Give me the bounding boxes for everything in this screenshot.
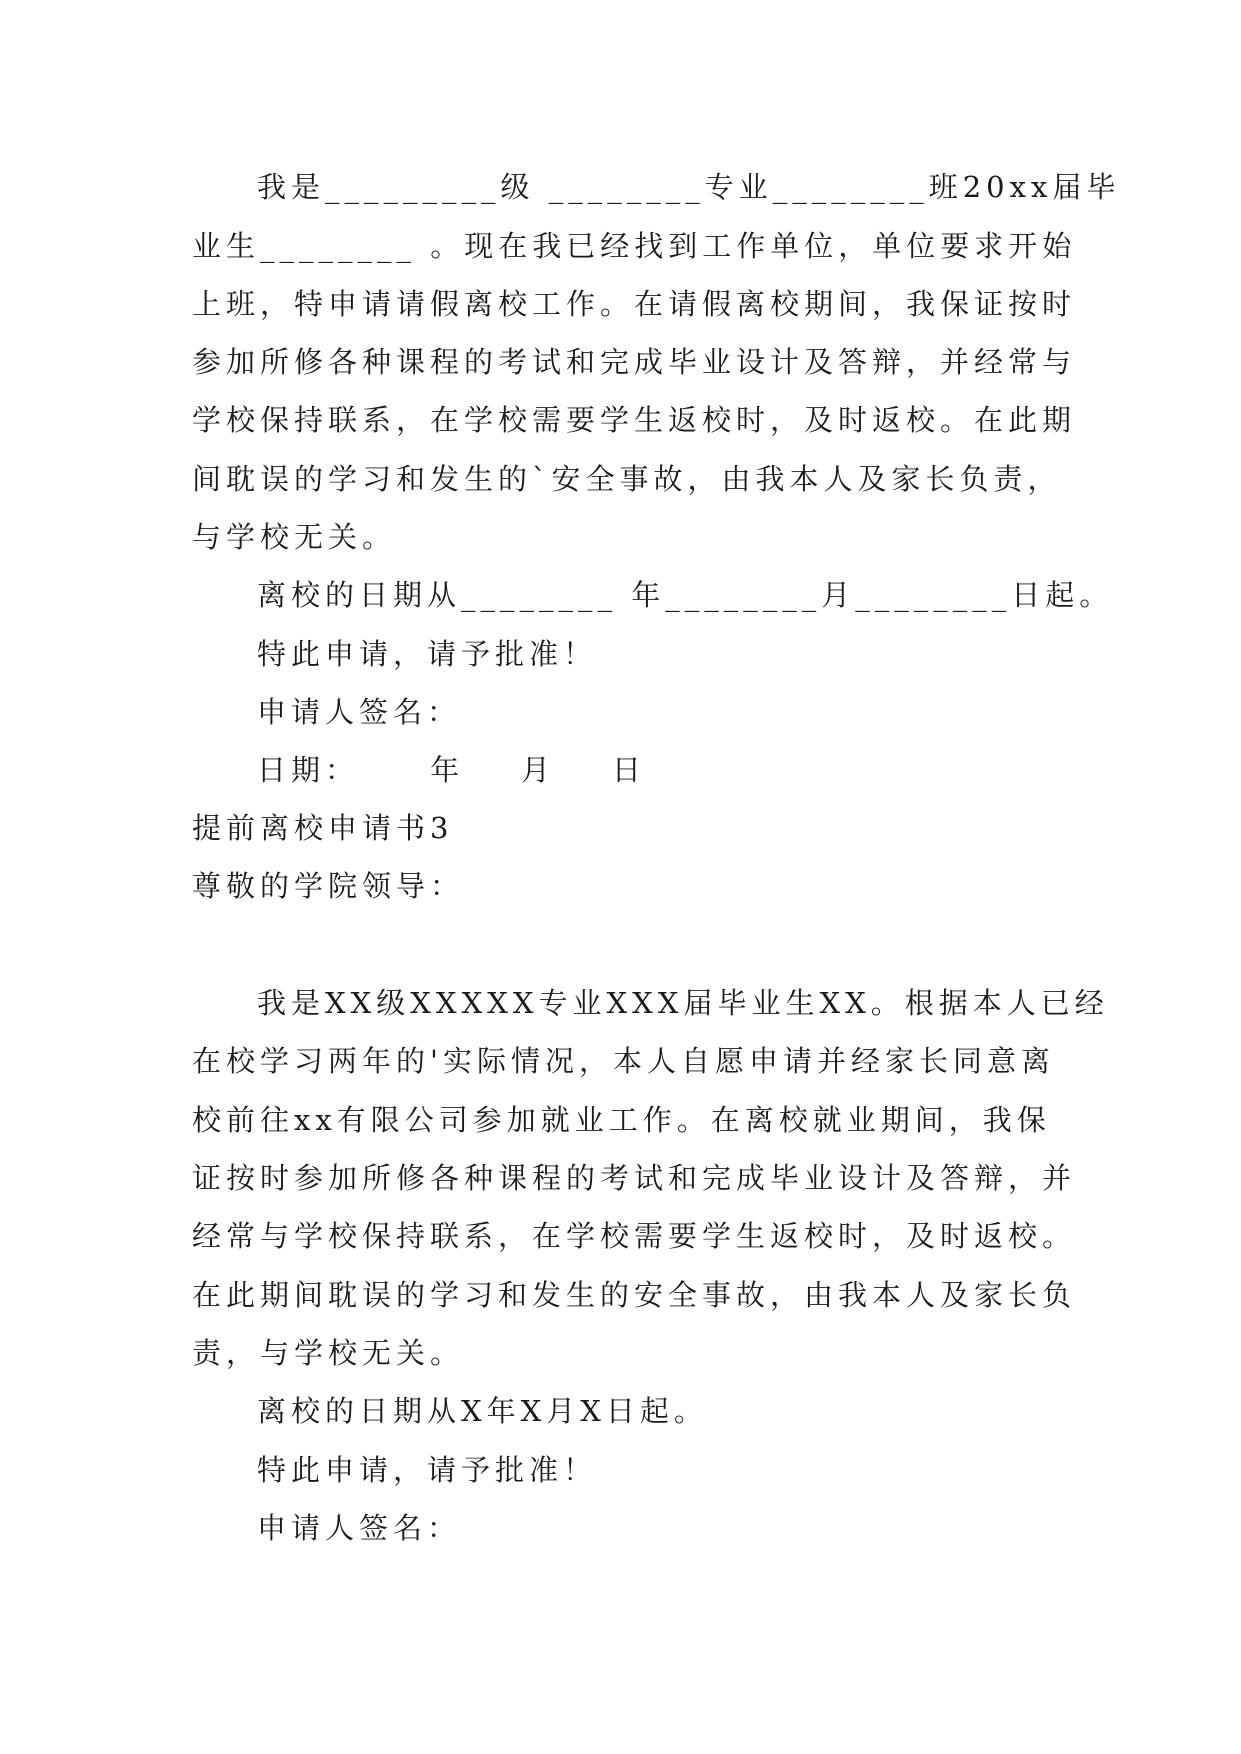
- paragraph-line: 在校学习两年的'实际情况，本人自愿申请并经家长同意离: [192, 1044, 1055, 1078]
- paragraph-line: 校前往xx有限公司参加就业工作。在离校就业期间，我保: [192, 1103, 1051, 1137]
- paragraph-line: 上班，特申请请假离校工作。在请假离校期间，我保证按时: [192, 287, 1077, 321]
- signature-line: 申请人签名：: [257, 695, 462, 729]
- paragraph-line: 责，与学校无关。: [192, 1336, 465, 1370]
- paragraph-line: 我是_________级 ________专业________班20xx届毕: [257, 170, 1121, 204]
- paragraph-line: 间耽误的学习和发生的`安全事故，由我本人及家长负责，: [192, 462, 1062, 496]
- paragraph-line: 学校保持联系，在学校需要学生返校时，及时返校。在此期: [192, 403, 1077, 437]
- signature-line: 申请人签名：: [257, 1511, 462, 1545]
- paragraph-line: 业生________ 。现在我已经找到工作单位，单位要求开始: [192, 229, 1077, 263]
- request-line: 特此申请，请予批准！: [257, 637, 598, 671]
- date-line: 日期： 年 月 日: [257, 753, 646, 787]
- salutation: 尊敬的学院领导：: [192, 869, 465, 903]
- paragraph-line: 证按时参加所修各种课程的考试和完成毕业设计及答辩，并: [192, 1161, 1077, 1195]
- leave-date-line: 离校的日期从________ 年________月________日起。: [257, 578, 1114, 612]
- paragraph-line: 经常与学校保持联系，在学校需要学生返校时，及时返校。: [192, 1219, 1077, 1253]
- paragraph-line: 与学校无关。: [192, 520, 397, 554]
- leave-date-line: 离校的日期从X年X月X日起。: [257, 1394, 708, 1428]
- section-heading: 提前离校申请书3: [192, 811, 454, 845]
- paragraph-line: 我是XX级XXXXX专业XXX届毕业生XX。根据本人已经: [257, 986, 1109, 1020]
- paragraph-line: 在此期间耽误的学习和发生的安全事故，由我本人及家长负: [192, 1278, 1077, 1312]
- request-line: 特此申请，请予批准！: [257, 1453, 598, 1487]
- paragraph-line: 参加所修各种课程的考试和完成毕业设计及答辩，并经常与: [192, 345, 1077, 379]
